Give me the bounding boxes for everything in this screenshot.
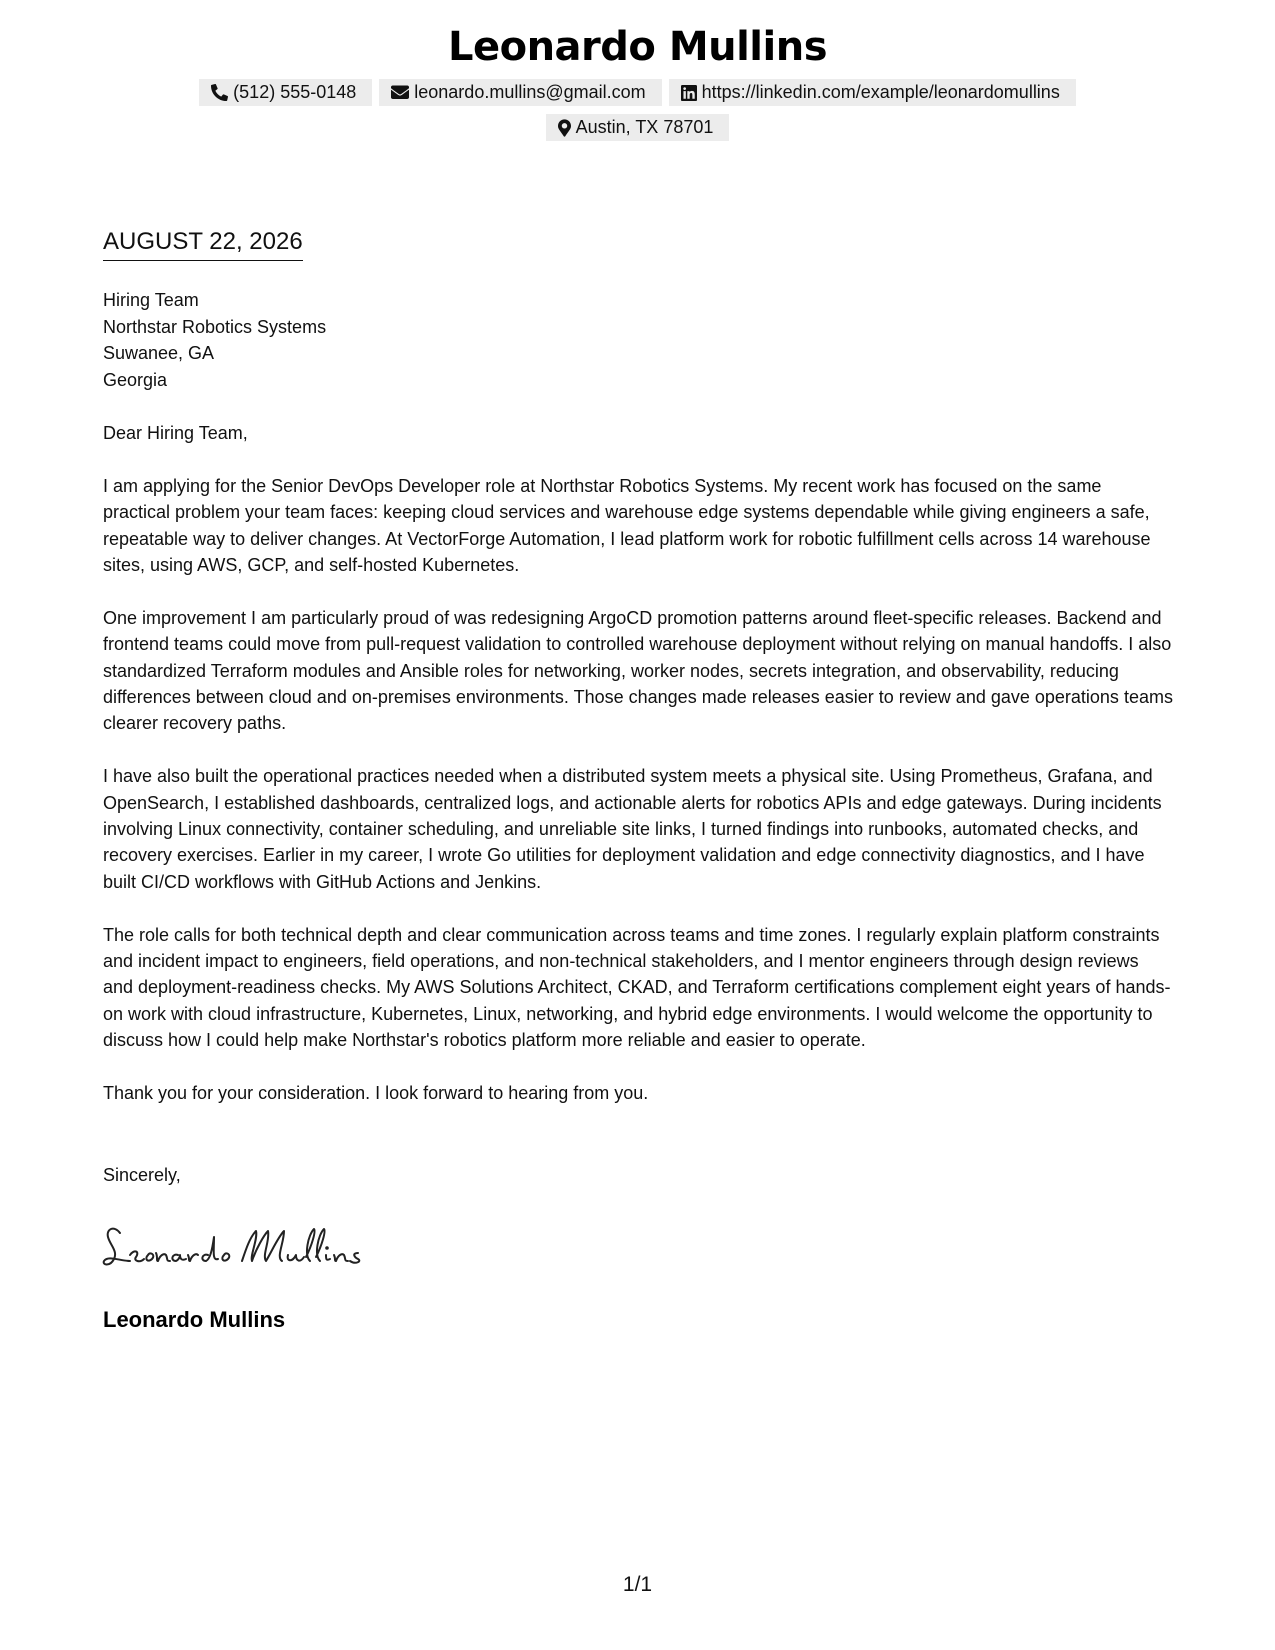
recipient-line: Georgia [103, 369, 168, 390]
header-name: Leonardo Mullins [447, 24, 828, 70]
recipient-line: Hiring Team [103, 290, 199, 310]
salutation: Dear Hiring Team, [103, 423, 248, 443]
body-paragraph: I am applying for the Senior DevOps Developer role at Northstar Robotics Systems. My recent work has focused on the same practical problem your team faces: keeping cloud services and warehouse edge systems dependable while giving engineers a safe, repeatable way to deliver changes. At VectorForge Automation, I lead platform work for robotic fulfillment cells across 14 warehouse sites, using AWS, GCP, and self-hosted Kubernetes. [103, 475, 1151, 576]
body-paragraph: One improvement I am particularly proud of was redesigning ArgoCD promotion patterns around fleet-specific releases. Backend and frontend teams could move from pull-request validation to controlled warehouse deployment without relying on manual handoffs. I also standardized Terraform modules and Ansible roles for networking, worker nodes, secrets integration, and observability, reducing differences between cloud and on-premises environments. Those changes made releases easier to review and gave operations teams clearer recovery paths. [103, 607, 1173, 734]
contact-phone[interactable] [199, 79, 372, 106]
phone-icon [211, 84, 228, 101]
letter-body [103, 420, 1173, 1133]
recipient-line: Northstar Robotics Systems [103, 316, 327, 337]
contact-location [546, 114, 730, 141]
map-pin-icon [558, 119, 571, 137]
closing: Sincerely, [103, 1165, 181, 1185]
envelope-icon [391, 85, 409, 100]
recipient-address [103, 287, 326, 393]
contact-linkedin-text: https://linkedin.com/example/leonardomullins [701, 82, 1060, 102]
contact-email[interactable] [379, 79, 661, 106]
contact-location-text: Austin, TX 78701 [575, 117, 714, 137]
contact-linkedin[interactable] [669, 79, 1076, 106]
body-paragraph: The role calls for both technical depth and clear communication across teams and time zones. I regularly explain platform constraints and incident impact to engineers, field operations, and non-technical stakeholders, and I mentor engineers through design reviews and deployment-readiness checks. My AWS Solutions Architect, CKAD, and Terraform certifications complement eight years of hands-on work with cloud infrastructure, Kubernetes, Linux, networking, and hybrid edge environments. I would welcome the opportunity to discuss how I could help make Northstar's robotics platform more reliable and easier to operate. [103, 924, 1171, 1051]
contact-bar [140, 79, 1135, 141]
contact-phone-text: (512) 555-0148 [233, 82, 357, 102]
page-number: 1/1 [622, 1573, 653, 1596]
letter-date: AUGUST 22, 2026 [103, 227, 303, 261]
recipient-line: Suwanee, GA [103, 343, 215, 363]
body-paragraph: Thank you for your consideration. I look forward to hearing from you. [103, 1083, 649, 1104]
signed-name: Leonardo Mullins [103, 1307, 286, 1332]
linkedin-icon [681, 85, 697, 101]
signature-image [100, 1215, 370, 1280]
body-paragraph: I have also built the operational practices needed when a distributed system meets a physical site. Using Prometheus, Grafana, and OpenSearch, I established dashboards, centralized logs, and actionable alerts for robotics APIs and edge gateways. During incidents involving Linux connectivity, container scheduling, and unreliable site links, I turned findings into runbooks, automated checks, and recovery exercises. Earlier in my career, I wrote Go utilities for deployment validation and edge connectivity diagnostics, and I have built CI/CD workflows with GitHub Actions and Jenkins. [103, 766, 1162, 892]
contact-email-text: leonardo.mullins@gmail.com [414, 82, 646, 102]
